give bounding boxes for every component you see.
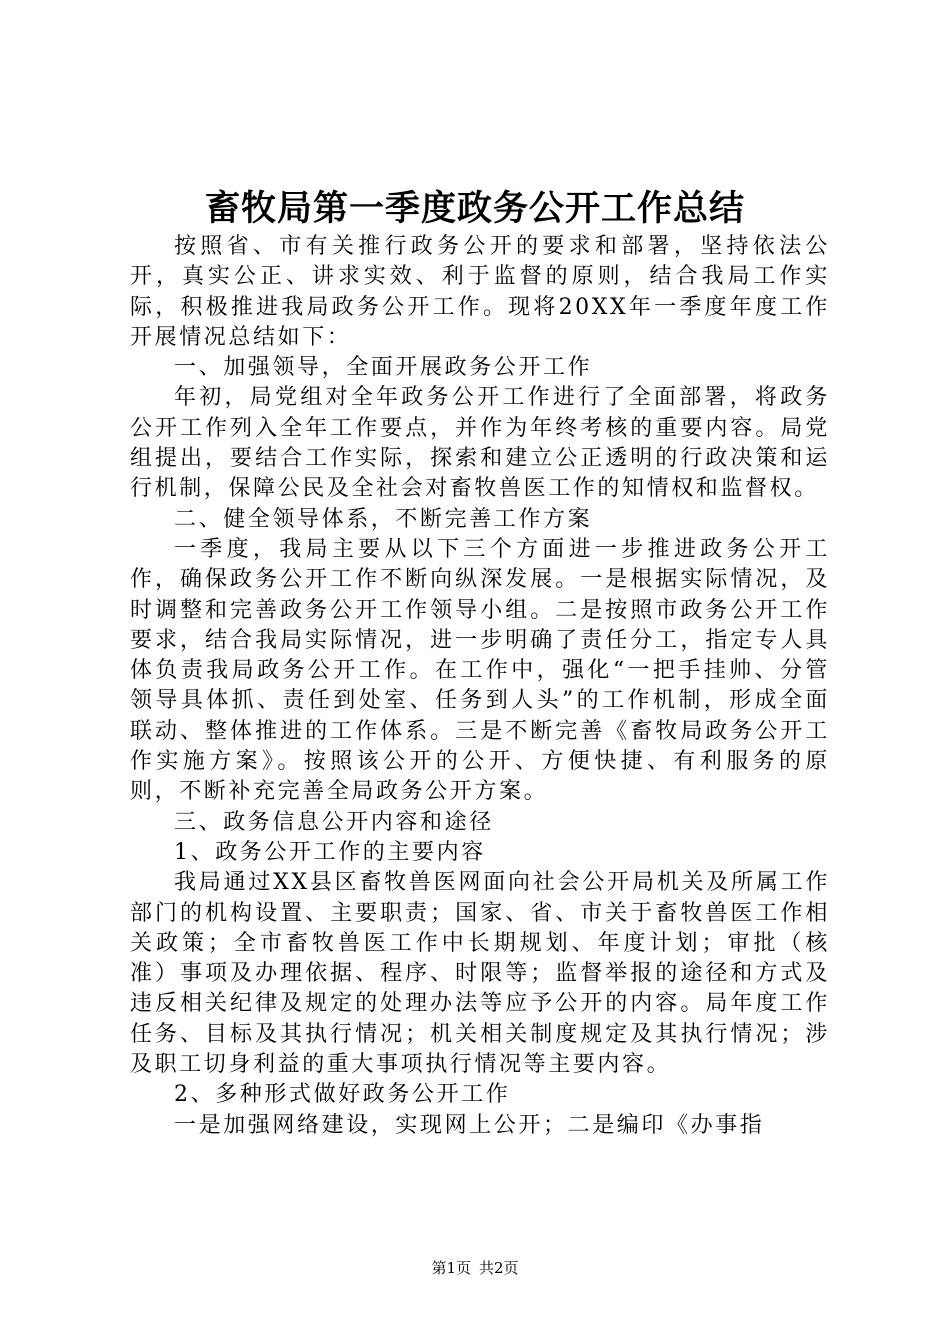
section-heading-1: 一、加强领导，全面开展政务公开工作 (174, 355, 593, 381)
section-heading-2: 二、健全领导体系，不断完善工作方案 (174, 506, 593, 532)
section-2-paragraph: 一季度，我局主要从以下三个方面进一步推进政务公开工作，确保政务公开工作不断向纵深发展。一是根据实际情况，及时调整和完善政务公开工作领导小组。二是按照市政务公开工作要求，结合我局实际情况，进一步明确了责任分工，指定专人具体负责我局政务公开工作。在工作中，强化“一把手挂帅、分管领导具体抓、责任到处室、任务到人头”的工作机制，形成全面联动、整体推进的工作体系。三是不断完善《畜牧局政务公开工作实施方案》。按照该公开的公开、方便快捷、有利服务的原则，不断补充完善全局政务公开方案。 (130, 536, 830, 805)
subsection-heading-1: 1、政务公开工作的主要内容 (174, 839, 486, 865)
page-total: 共2页 (479, 1259, 519, 1277)
document-body (130, 232, 830, 1141)
intro-paragraph: 按照省、市有关推行政务公开的要求和部署，坚持依法公开，真实公正、讲求实效、利于监督的原则，结合我局工作实际，积极推进我局政务公开工作。现将20XX年一季度年度工作开展情况总结如下： (130, 234, 830, 350)
section-heading-3: 三、政务信息公开内容和途径 (174, 809, 494, 835)
page-footer (0, 1258, 950, 1278)
subsection-heading-2: 2、多种形式做好政务公开工作 (174, 1082, 511, 1108)
subsection-2-paragraph: 一是加强网络建设，实现网上公开；二是编印《办事指 (174, 1112, 765, 1138)
subsection-1-paragraph: 我局通过XX县区畜牧兽医网面向社会公开局机关及所属工作部门的机构设置、主要职责；国家、省、市关于畜牧兽医工作相关政策；全市畜牧兽医工作中长期规划、年度计划；审批（核准）事项及办理依据、程序、时限等；监督举报的途径和方式及违反相关纪律及规定的处理办法等应予公开的内容。局年度工作任务、目标及其执行情况；机关相关制度规定及其执行情况；涉及职工切身利益的重大事项执行情况等主要内容。 (130, 870, 830, 1078)
document-title: 畜牧局第一季度政务公开工作总结 (204, 188, 745, 229)
section-1-paragraph: 年初，局党组对全年政务公开工作进行了全面部署，将政务公开工作列入全年工作要点，并作为年终考核的重要内容。局党组提出，要结合工作实际，探索和建立公正透明的行政决策和运行机制，保障公民及全社会对畜牧兽医工作的知情权和监督权。 (130, 385, 830, 502)
page-number: 第1页 (431, 1259, 471, 1277)
